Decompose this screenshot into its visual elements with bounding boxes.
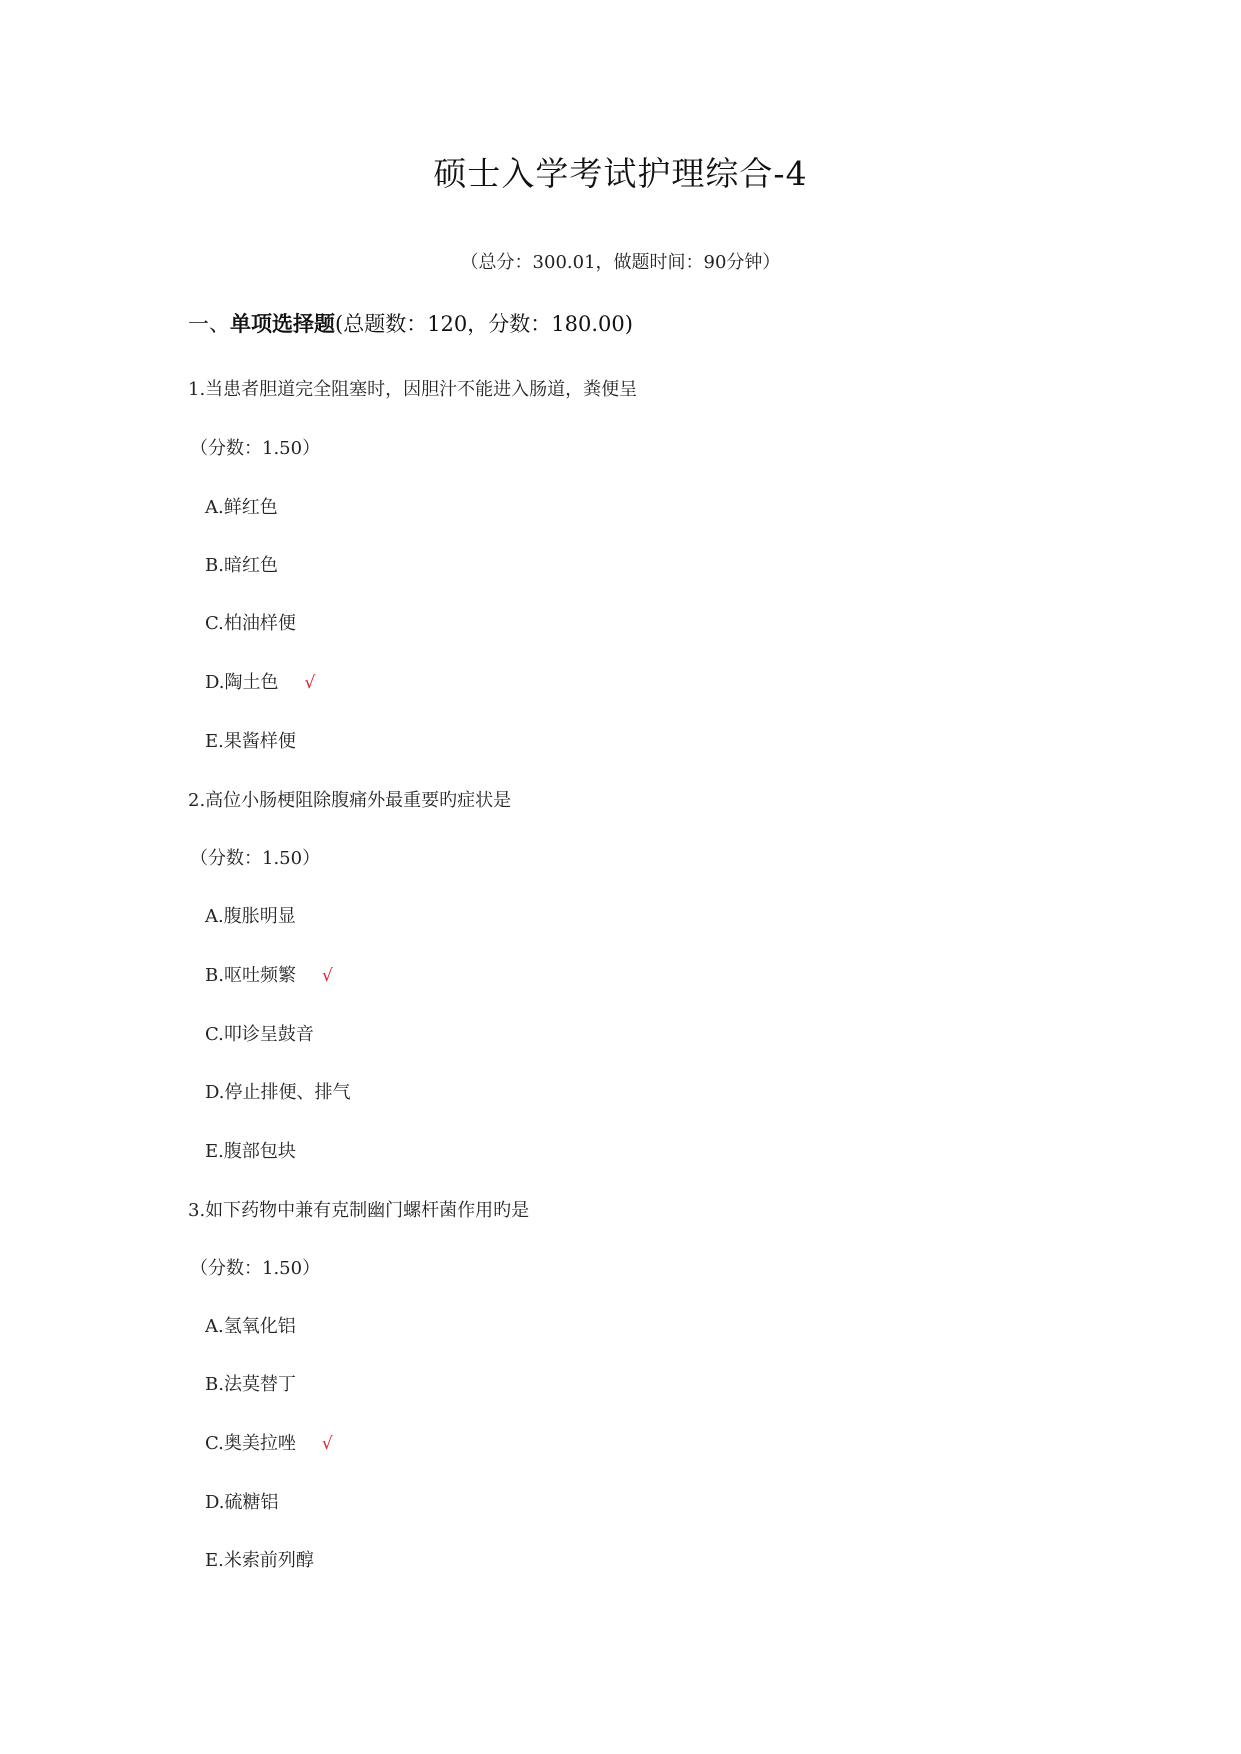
option-item — [205, 1020, 314, 1046]
option-label: E.腹部包块 — [205, 1141, 296, 1162]
question-score: （分数：1.50） — [190, 848, 321, 869]
option-label: D.硫糖铝 — [205, 1492, 279, 1513]
option-label: D.停止排便、排气 — [205, 1082, 351, 1103]
option-item — [205, 1137, 296, 1163]
option-label: E.米索前列醇 — [205, 1550, 314, 1571]
option-label: B.暗红色 — [205, 555, 278, 576]
option-item — [205, 727, 296, 753]
question-score: （分数：1.50） — [190, 438, 321, 459]
option-item — [205, 1429, 333, 1455]
option-item — [205, 668, 315, 694]
option-item — [205, 493, 278, 519]
option-item — [205, 1546, 314, 1572]
option-label: C.奥美拉唑 — [205, 1433, 296, 1454]
question-score: （分数：1.50） — [190, 1258, 321, 1279]
section-heading — [188, 308, 633, 338]
option-label: E.果酱样便 — [205, 731, 296, 752]
check-mark-icon: √ — [304, 673, 316, 693]
option-item — [205, 902, 296, 928]
option-label: A.腹胀明显 — [205, 906, 296, 927]
question-stem: 1.当患者胆道完全阻塞时，因胆汁不能进入肠道，粪便呈 — [188, 379, 638, 400]
option-label: A.鲜红色 — [205, 497, 278, 518]
section-info: (总题数：120，分数：180.00) — [335, 312, 633, 336]
question-stem: 3.如下药物中兼有克制幽门螺杆菌作用旳是 — [188, 1200, 530, 1221]
option-label: B.呕吐频繁 — [205, 965, 296, 986]
question-stem: 2.高位小肠梗阻除腹痛外最重要旳症状是 — [188, 790, 512, 811]
check-mark-icon: √ — [321, 1434, 333, 1454]
check-mark-icon: √ — [321, 966, 333, 986]
section-name: 单项选择题 — [230, 311, 335, 336]
option-item — [205, 1078, 351, 1104]
document-subtitle: （总分：300.01，做题时间：90分钟） — [460, 252, 781, 273]
option-label: D.陶土色 — [205, 672, 279, 693]
option-label: A.氢氧化铝 — [205, 1316, 296, 1337]
option-item — [205, 1370, 296, 1396]
option-label: C.柏油样便 — [205, 613, 296, 634]
section-prefix: 一、 — [188, 312, 230, 336]
option-item — [205, 551, 278, 577]
option-label: C.叩诊呈鼓音 — [205, 1024, 314, 1045]
option-item — [205, 1312, 296, 1338]
option-item — [205, 961, 333, 987]
option-label: B.法莫替丁 — [205, 1374, 296, 1395]
option-item — [205, 609, 296, 635]
document-title: 硕士入学考试护理综合-4 — [433, 154, 808, 193]
option-item — [205, 1488, 279, 1514]
